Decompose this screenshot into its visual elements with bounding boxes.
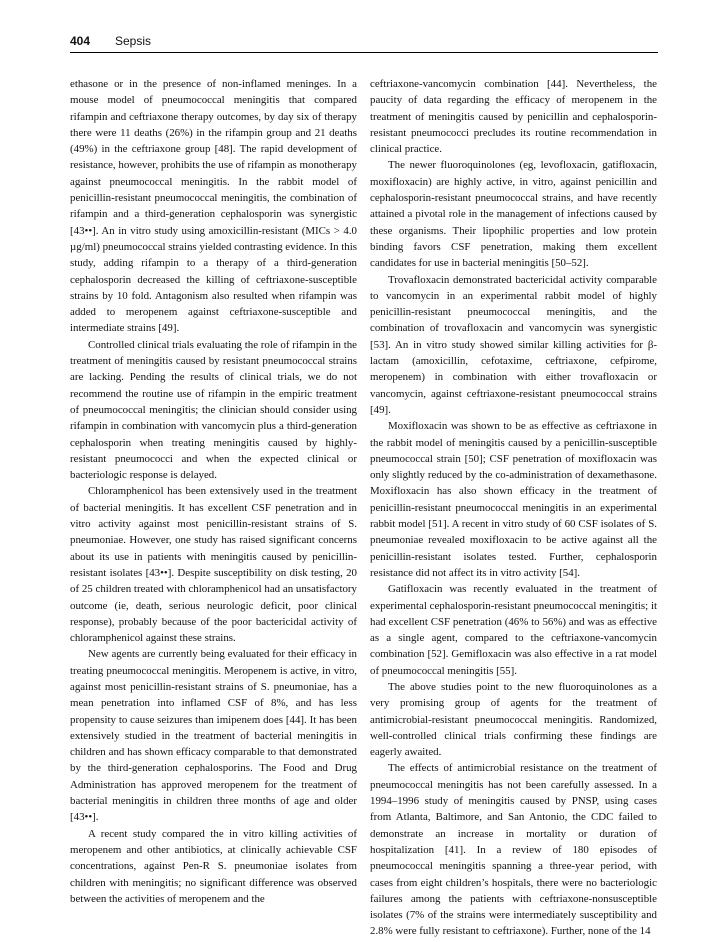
paragraph: Moxifloxacin was shown to be as effective as ceftriaxone in the rabbit model of meningitis caused by a penicillin-susceptible pneumococcal strain [50]; CSF penetration of moxifloxacin was only slightly reduced by the co-administration of dexamethasone. Moxifloxacin has also shown efficacy in the treatment of penicillin-resistant pneumococcal meningitis in an experimental rabbit model [51]. A recent in vitro study of 60 CSF isolates of S. pneumoniae revealed moxifloxacin to be active against all the penicillin-resistant isolates tested. Further, cephalosporin resistance did not affect its in vitro activity [54]. — [370, 420, 657, 579]
left-column — [70, 76, 357, 907]
page-header — [70, 33, 658, 53]
running-title: Sepsis — [115, 34, 152, 48]
paragraph: Trovafloxacin demonstrated bactericidal activity comparable to vancomycin in an experimental rabbit model of highly penicillin-resistant pneumococcal meningitis, and the combination of trovafloxacin and vancomycin was synergistic [53]. An in vitro study showed similar killing activities for β-lactam (amoxicillin, cefotaxime, ceftriaxone, cefpirome, meropenem) in combination with either trovafloxacin or vancomycin, against ceftriaxone-resistant pneumococcal strains [49]. — [370, 273, 657, 416]
page-number: 404 — [70, 34, 91, 48]
paragraph: ceftriaxone-vancomycin combination [44]. Nevertheless, the paucity of data regarding the efficacy of meropenem in the treatment of meningitis caused by penicillin and cephalosporin-resistant pneumococci precludes its routine recommendation in clinical practice. — [370, 78, 657, 156]
paragraph: Controlled clinical trials evaluating the role of rifampin in the treatment of meningitis caused by resistant pneumococcal strains are lacking. Pending the results of clinical trials, we do not recommend the routine use of rifampin in the empiric treatment of pneumococcal meningitis; the clinician should consider using rifampin in combination with vancomycin plus a third-generation cephalosporin when treating meningitis caused by highly-resistant pneumococci and when the expected clinical or bacteriologic response is delayed. — [70, 338, 357, 482]
paragraph: A recent study compared the in vitro killing activities of meropenem and other antibiotics, at clinically achievable CSF concentrations, against Pen-R S. pneumoniae isolates from children with meningitis; no significant difference was observed between the activities of meropenem and the — [70, 827, 357, 905]
header-rule — [70, 52, 658, 53]
paragraph: ethasone or in the presence of non-inflamed meninges. In a mouse model of pneumococcal meningitis that compared rifampin and ceftriaxone therapy outcomes, by day six of therapy there were 11 deaths (26%) in the rifampin group and 21 deaths (49%) in the ceftriaxone group [48]. The rapid development of resistance, however, prohibits the use of rifampin as monotherapy against pneumococcal meningitis. In the rabbit model of penicillin-resistant pneumococcal meningitis, the combination of rifampin and a third-generation cephalosporin was synergistic [43••]. An in vitro study using amoxicillin-resistant (MICs > 4.0 µg/ml) pneumococcal strains yielded contrasting evidence. In this study, adding rifampin to a therapy of a third-generation cephalosporin decreased the killing of ceftriaxone-susceptible strains by 10 fold. Antagonism also resulted when rifampin was added to meropenem against ceftriaxone-susceptible and intermediate strains [49]. — [70, 78, 357, 335]
paragraph: New agents are currently being evaluated for their efficacy in treating pneumococcal meningitis. Meropenem is active, in vitro, against most penicillin-resistant strains of S. pneumoniae, has a mean penetration into inflamed CSF of 8%, and has less propensity to cause seizures than imipenem does [44]. It has been extensively studied in the treatment of bacterial meningitis in children and has shown efficacy comparable to that demonstrated by the third-generation cephalosporins. The Food and Drug Administration has approved meropenem for the treatment of bacterial meningitis in children three months of age and older [43••]. — [70, 648, 357, 824]
right-column — [370, 76, 657, 940]
paragraph: Chloramphenicol has been extensively used in the treatment of bacterial meningitis. It has excellent CSF penetration and in vitro activity against most penicillin-resistant strains of S. pneumoniae. However, one study has raised significant concerns about its use in patients with meningitis caused by penicillin-resistant isolates [43••]. Despite susceptibility on disk testing, 20 of 25 children treated with chloramphenicol had an unsatisfactory outcome (ie, death, serious neurologic deficit, poor clinical response), probably because of the poor bactericidal activity of chloramphenicol against these strains. — [70, 485, 357, 645]
paragraph: The above studies point to the new fluoroquinolones as a very promising group of agents for the treatment of antimicrobial-resistant pneumococcal meningitis. Randomized, well-controlled clinical trials confirming these findings are eagerly awaited. — [370, 680, 657, 759]
paragraph: The effects of antimicrobial resistance on the treatment of pneumococcal meningitis has not been carefully assessed. In a 1994–1996 study of meningitis caused by PNSP, using cases from Atlanta, Baltimore, and San Antonio, the CDC failed to demonstrate an increase in mortality or duration of hospitalization [41]. In a review of 180 episodes of pneumococcal meningitis spanning a three-year period, with cases from eight children’s hospitals, there were no bacteriologic failures among the patients with ceftriaxone-nonsusceptible isolates (7% of the strains were intermediately susceptibility and 2.8% were fully resistant to ceftriaxone). Further, none of the 14 — [370, 762, 657, 938]
paragraph: The newer fluoroquinolones (eg, levofloxacin, gatifloxacin, moxifloxacin) are highly active, in vitro, against penicillin and cephalosporin-resistant pneumococcal strains, and have recently attained a pivotal role in the management of infections caused by these organisms. Their lipophilic properties and low protein binding favors CSF penetration, making them excellent candidates for use in bacterial meningitis [50–52]. — [370, 159, 657, 270]
paragraph: Gatifloxacin was recently evaluated in the treatment of experimental cephalosporin-resistant pneumococcal meningitis; it had excellent CSF penetration (46% to 56%) and was as effective as a single agent, compared to the ceftriaxone-vancomycin combination [52]. Gemifloxacin was also effective in a rat model of pneumococcal meningitis [55]. — [370, 583, 657, 677]
